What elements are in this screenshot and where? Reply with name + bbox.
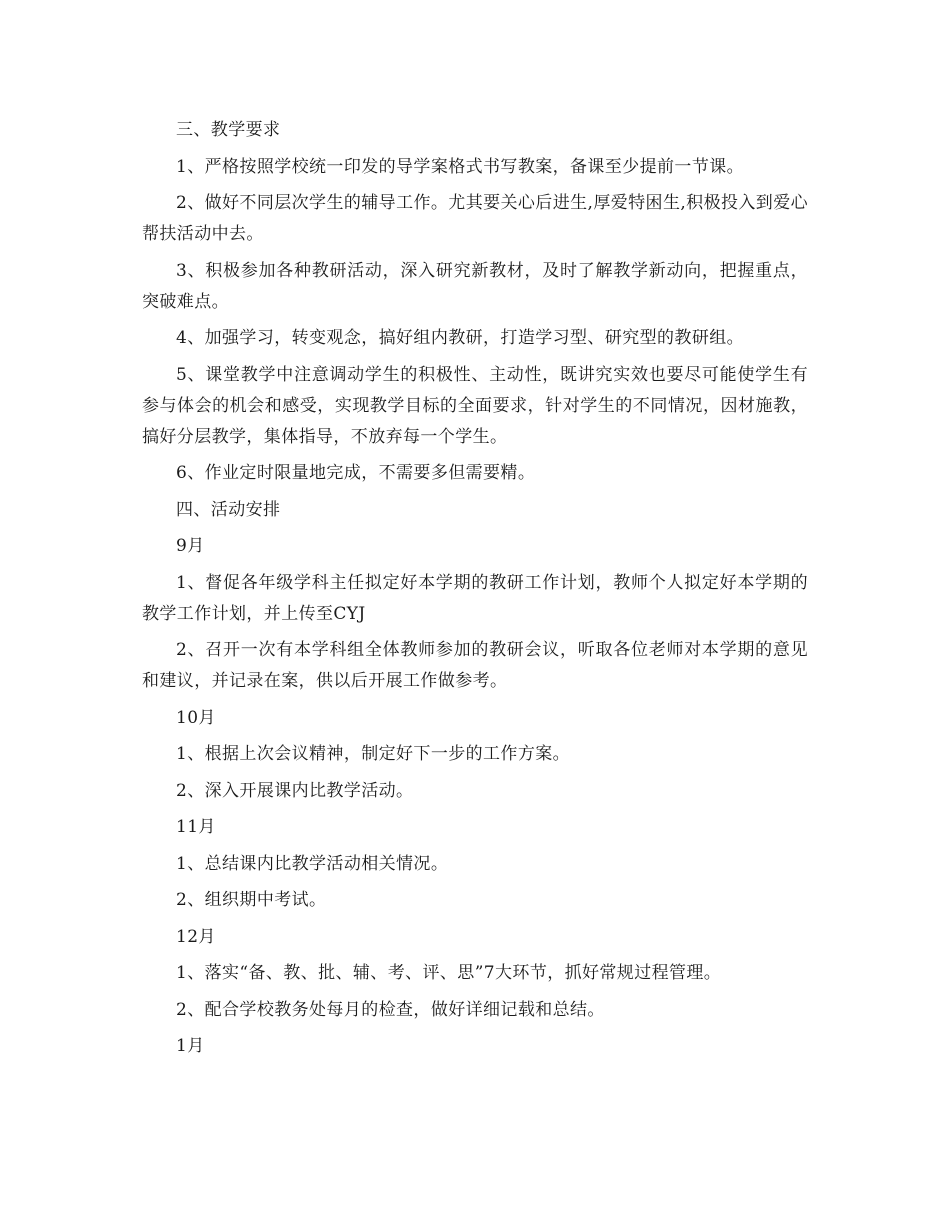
paragraph: 4、加强学习，转变观念，搞好组内教研，打造学习型、研究型的教研组。 [176,328,745,348]
document-body [142,115,808,1068]
paragraph: 1、根据上次会议精神，制定好下一步的工作方案。 [176,744,571,764]
section-heading-activity-schedule: 四、活动安排 [176,499,281,520]
month-heading: 11月 [176,817,216,837]
paragraph: 2、召开一次有本学科组全体教师参加的教研会议，听取各位老师对本学期的意见和建议，并记录在案，供以后开展工作做参考。 [142,640,808,691]
paragraph: 1、总结课内比教学活动相关情况。 [176,853,449,874]
month-heading: 10月 [176,707,216,728]
month-heading: 12月 [176,926,216,947]
paragraph: 1、严格按照学校统一印发的导学案格式书写教案，备课至少提前一节课。 [176,156,745,177]
paragraph: 2、配合学校教务处每月的检查，做好详细记载和总结。 [176,999,605,1020]
paragraph: 2、深入开展课内比教学活动。 [176,780,414,801]
paragraph: 2、组织期中考试。 [176,890,327,910]
month-heading: 1月 [176,1036,205,1056]
paragraph: 1、落实“备、教、批、辅、考、评、思”7大环节，抓好常规过程管理。 [176,963,722,983]
paragraph: 1、督促各年级学科主任拟定好本学期的教研工作计划，教师个人拟定好本学期的教学工作计划，并上传至CYJ [142,572,808,624]
paragraph: 2、做好不同层次学生的辅导工作。尤其要关心后进生,厚爱特困生,积极投入到爱心帮扶活动中去。 [142,193,808,244]
section-heading-teaching-requirements: 三、教学要求 [176,120,281,140]
paragraph: 5、课堂教学中注意调动学生的积极性、主动性，既讲究实效也要尽可能使学生有参与体会的机会和感受，实现教学目标的全面要求，针对学生的不同情况，因材施教，搞好分层教学，集体指导，不放弃每一个学生。 [142,364,808,447]
month-heading: 9月 [176,536,205,556]
paragraph: 6、作业定时限量地完成，不需要多但需要精。 [176,463,536,483]
paragraph: 3、积极参加各种教研活动，深入研究新教材，及时了解教学新动向，把握重点，突破难点。 [142,260,808,312]
